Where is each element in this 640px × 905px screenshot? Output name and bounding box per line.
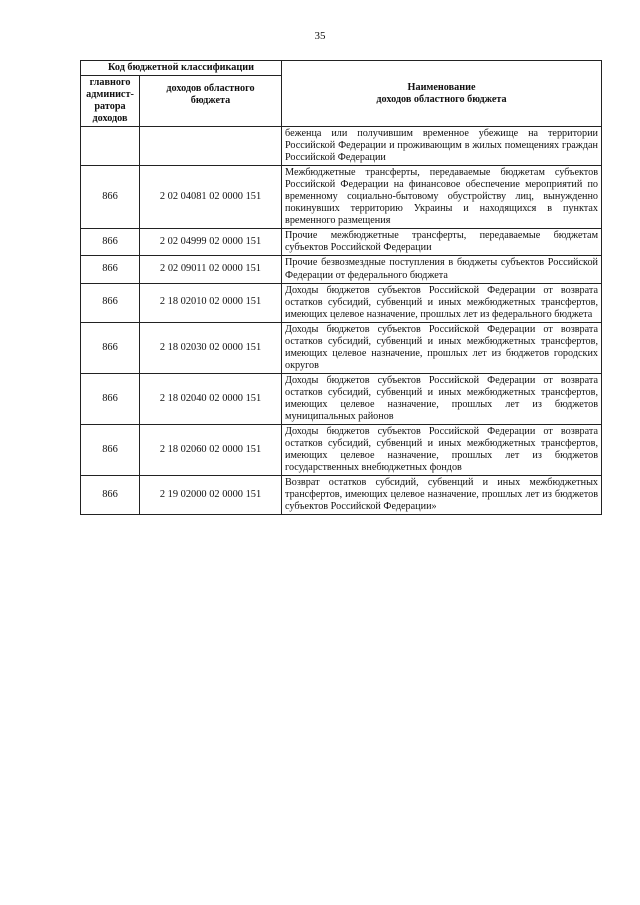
header-income-line-2: бюджета bbox=[190, 94, 231, 106]
header-income-line-1: доходов областного bbox=[166, 82, 255, 94]
budget-code-cell: 2 18 02030 02 0000 151 bbox=[140, 322, 282, 373]
admin-code-cell: 866 bbox=[81, 229, 140, 256]
budget-classification-table bbox=[80, 60, 602, 515]
admin-code-cell: 866 bbox=[81, 373, 140, 424]
budget-code-cell: 2 02 04999 02 0000 151 bbox=[140, 229, 282, 256]
income-name-cell: Доходы бюджетов субъектов Российской Федерации от возврата остатков субсидий, субвенций и иных межбюджетных трансфертов, имеющих целевое назначение, прошлых лет из бюджетов городских округов bbox=[282, 322, 602, 373]
table-body bbox=[81, 127, 602, 515]
budget-code-cell: 2 18 02060 02 0000 151 bbox=[140, 424, 282, 475]
admin-code-cell: 866 bbox=[81, 256, 140, 283]
admin-code-cell bbox=[81, 127, 140, 166]
page-number: 35 bbox=[314, 30, 326, 42]
header-admin-line-4: доходов bbox=[92, 113, 128, 125]
budget-code-cell: 2 18 02010 02 0000 151 bbox=[140, 283, 282, 322]
admin-code-cell: 866 bbox=[81, 166, 140, 229]
table-row bbox=[81, 283, 602, 322]
table-row bbox=[81, 476, 602, 515]
table-row bbox=[81, 424, 602, 475]
table-row bbox=[81, 322, 602, 373]
income-name-cell: беженца или получившим временное убежище на территории Российской Федерации и проживающим в жилых помещениях граждан Российской Федерации bbox=[282, 127, 602, 166]
table-row bbox=[81, 229, 602, 256]
table-row bbox=[81, 373, 602, 424]
budget-code-cell: 2 18 02040 02 0000 151 bbox=[140, 373, 282, 424]
income-name-cell: Доходы бюджетов субъектов Российской Федерации от возврата остатков субсидий, субвенций и иных межбюджетных трансфертов, имеющих целевое назначение, прошлых лет из бюджетов государственных внебюджетных фондов bbox=[282, 424, 602, 475]
income-name-cell: Прочие межбюджетные трансферты, передаваемые бюджетам субъектов Российской Федерации bbox=[282, 229, 602, 256]
header-admin-line-1: главного bbox=[89, 77, 131, 89]
admin-code-cell: 866 bbox=[81, 476, 140, 515]
income-name-cell: Доходы бюджетов субъектов Российской Федерации от возврата остатков субсидий, субвенций и иных межбюджетных трансфертов, имеющих целевое назначение, прошлых лет из бюджетов муниципальных районов bbox=[282, 373, 602, 424]
table-header bbox=[81, 61, 602, 127]
table-row bbox=[81, 127, 602, 166]
budget-code-cell: 2 02 04081 02 0000 151 bbox=[140, 166, 282, 229]
admin-code-cell: 866 bbox=[81, 322, 140, 373]
header-row-group bbox=[81, 61, 602, 76]
income-name-cell: Прочие безвозмездные поступления в бюджеты субъектов Российской Федерации от федерального бюджета bbox=[282, 256, 602, 283]
header-main-administrator bbox=[81, 76, 140, 127]
budget-code-cell: 2 02 09011 02 0000 151 bbox=[140, 256, 282, 283]
budget-code-cell bbox=[140, 127, 282, 166]
header-regional-income bbox=[140, 76, 282, 127]
header-income-name-line-1: Наименование bbox=[407, 81, 476, 93]
income-name-cell: Доходы бюджетов субъектов Российской Федерации от возврата остатков субсидий, субвенций и иных межбюджетных трансфертов, имеющих целевое назначение, прошлых лет из федерального бюджета bbox=[282, 283, 602, 322]
header-budget-classification-code: Код бюджетной классификации bbox=[81, 61, 282, 76]
header-income-name-line-2: доходов областного бюджета bbox=[376, 93, 507, 105]
income-name-cell: Возврат остатков субсидий, субвенций и иных межбюджетных трансфертов, имеющих целевое назначение, прошлых лет из бюджетов субъектов Российской Федерации» bbox=[282, 476, 602, 515]
budget-code-cell: 2 19 02000 02 0000 151 bbox=[140, 476, 282, 515]
admin-code-cell: 866 bbox=[81, 424, 140, 475]
admin-code-cell: 866 bbox=[81, 283, 140, 322]
income-name-cell: Межбюджетные трансферты, передаваемые бюджетам субъектов Российской Федерации на финансовое обеспечение мероприятий по временному социально-бытовому обустройству лиц, вынужденно покинувших территорию Украины и находящихся в пунктах временного размещения bbox=[282, 166, 602, 229]
header-income-name bbox=[282, 61, 602, 127]
table-row bbox=[81, 166, 602, 229]
table-row bbox=[81, 256, 602, 283]
header-admin-line-3: ратора bbox=[94, 101, 126, 113]
header-admin-line-2: админист- bbox=[86, 89, 134, 101]
